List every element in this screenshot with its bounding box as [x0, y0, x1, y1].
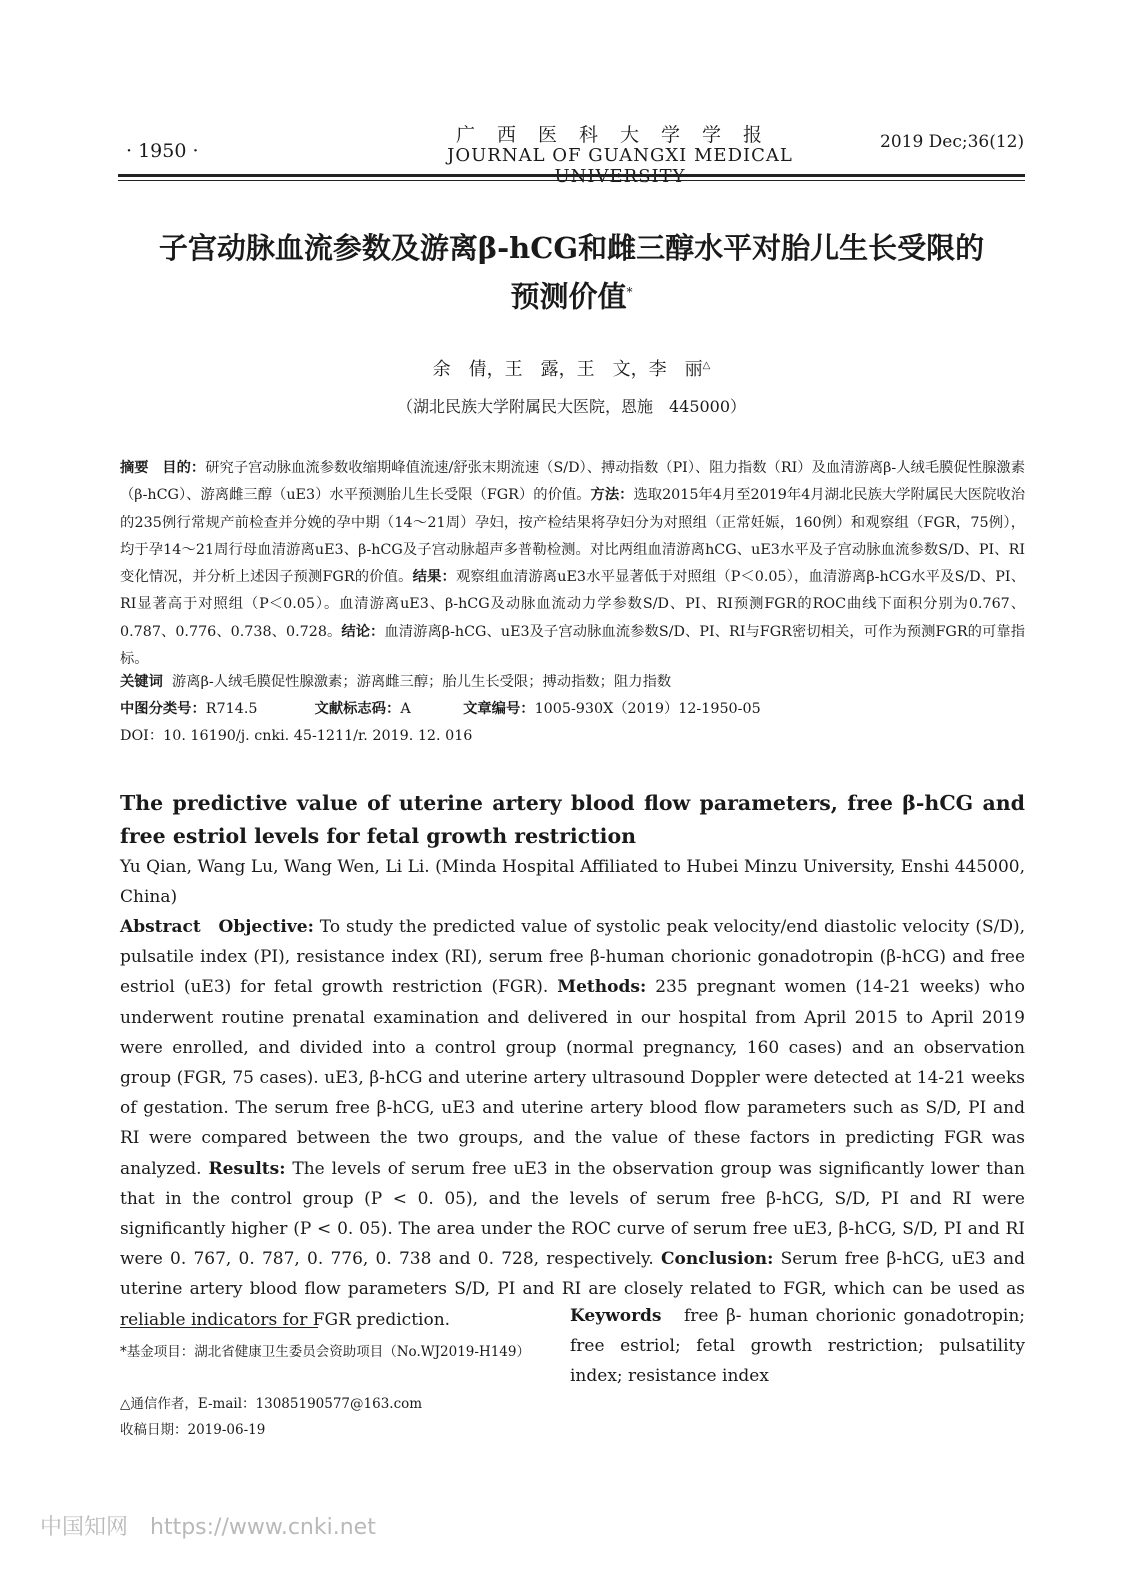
footnote-received: 收稿日期：2019-06-19 [120, 1422, 266, 1438]
journal-title-en: JOURNAL OF GUANGXI MEDICAL UNIVERSITY [447, 145, 793, 187]
keywords-en: Keywords free β- human chorionic gonadotropin; free estriol; fetal growth restriction; pulsatility index; resistance index [570, 1306, 1025, 1386]
results-cn-label: 结果： [412, 569, 457, 586]
title-cn-line2: 预测价值* [510, 279, 633, 314]
header-rule-thin [118, 180, 1025, 181]
methods-en: 235 pregnant women (14-21 weeks) who underwent routine prenatal examination and delivered in our hospital from April 2015 to April 2019 were enrolled, and divided into a control group (normal pregnancy, 160 cases) and an observation group (FGR, 75 cases). uE3, β-hCG and uterine artery ultrasound Doppler were detected at 14-21 weeks of gestation. The serum free β-hCG, uE3 and uterine artery blood flow parameters such as S/D, PI and RI were compared between the two groups, and the value of these factors in predicting FGR was analyzed. [120, 977, 1026, 1179]
journal-title-cn: 广西医科大学学报 [455, 124, 784, 146]
conclusion-cn-label: 结论： [341, 623, 385, 640]
results-cn: 观察组血清游离uE3水平显著低于对照组（P＜0.05），血清游离β-hCG水平及S/D、PI、RI显著高于对照组（P＜0.05）。血清游离uE3、β-hCG及动脉血流动力学参数S/D、PI、RI预测FGR的ROC曲线下面积分别为0.767、0.787、0.776、0.738、0.728。 [120, 569, 1026, 640]
abstract-en [120, 912, 1025, 1335]
title-cn-line1: 子宫动脉血流参数及游离β-hCG和雌三醇水平对胎儿生长受限的 [158, 231, 985, 265]
abstract-en-label: Abstract [120, 917, 201, 937]
conclusion-en: Serum free β-hCG, uE3 and uterine artery blood flow parameters S/D, PI and RI are closely related to FGR, which can be used as reliable indicators for FGR prediction. [120, 1249, 1026, 1330]
corresponding-mark: △ [702, 360, 711, 371]
header-rule-thick [118, 174, 1025, 177]
results-en: The levels of serum free uE3 in the observation group was significantly lower than that in the control group (P < 0. 05), and the levels of serum free β-hCG, S/D, PI and RI were significantly higher (P < 0. 05). The area under the ROC curve of serum free uE3, β-hCG, S/D, PI and RI were 0. 767, 0. 787, 0. 776, 0. 738 and 0. 728, respectively. [120, 1158, 1026, 1270]
abstract-cn-label: 摘要 [120, 460, 149, 476]
classification-line: 中图分类号：R714.5 文献标志码：A 文章编号：1005-930X（2019）12-1950-05 [120, 701, 761, 717]
footnote-corresponding: △通信作者，E-mail：13085190577@163.com [120, 1396, 423, 1412]
watermark-url: https://www.cnki.net [150, 1515, 376, 1540]
objective-cn: 研究子宫动脉血流参数收缩期峰值流速/舒张末期流速（S/D）、搏动指数（PI）、阻力指数（RI）及血清游离β-人绒毛膜促性腺激素（β-hCG）、游离雌三醇（uE3）水平预测胎儿生长受限（FGR）的价值。 [120, 460, 1026, 504]
doi: DOI：10. 16190/j. cnki. 45-1211/r. 2019. 12. 016 [120, 728, 473, 744]
article-title-en: The predictive value of uterine artery blood flow parameters, free β-hCG and free estriol levels for fetal growth restriction [120, 791, 1025, 848]
issue-info: 2019 Dec;36(12) [880, 132, 1025, 152]
methods-cn-label: 方法： [590, 487, 634, 504]
keywords-cn: 关键词 游离β-人绒毛膜促性腺激素；游离雌三醇；胎儿生长受限；搏动指数；阻力指数 [120, 674, 672, 690]
article-title-cn [118, 226, 1025, 319]
cnki-watermark [40, 1510, 376, 1541]
page-number: · 1950 · [126, 140, 199, 162]
objective-cn-label: 目的： [162, 460, 206, 476]
abstract-cn [120, 455, 1025, 673]
conclusion-cn: 血清游离β-hCG、uE3及子宫动脉血流参数S/D、PI、RI与FGR密切相关，可作为预测FGR的可靠指标。 [120, 623, 1025, 668]
results-en-label: Results: [208, 1158, 286, 1179]
authors-cn: 余 倩，王 露，王 文，李 丽△ [432, 359, 711, 380]
objective-en-label: Objective: [218, 917, 314, 937]
methods-en-label: Methods: [557, 977, 647, 998]
footnote-rule [120, 1327, 318, 1328]
authors-en: Yu Qian, Wang Lu, Wang Wen, Li Li. (Minda Hospital Affiliated to Hubei Minzu University, Enshi 445000, China) [120, 857, 1025, 907]
affiliation-cn: （湖北民族大学附属民大医院，恩施 445000） [396, 397, 747, 416]
title-fund-mark: * [626, 285, 633, 299]
methods-cn: 选取2015年4月至2019年4月湖北民族大学附属民大医院收治的235例行常规产前检查并分娩的孕中期（14～21周）孕妇，按产检结果将孕妇分为对照组（正常妊娠，160例）和观察组（FGR，75例），均于孕14～21周行母血清游离uE3、β-hCG及子宫动脉超声多普勒检测。对比两组血清游离hCG、uE3水平及子宫动脉血流参数S/D、PI、RI变化情况，并分析上述因子预测FGR的价值。 [120, 487, 1026, 586]
objective-en: To study the predicted value of systolic peak velocity/end diastolic velocity (S/D), pulsatile index (PI), resistance index (RI), serum free β-human chorionic gonadotropin (β-hCG) and free estriol (uE3) for fetal growth restriction (FGR). [120, 917, 1025, 998]
watermark-brand: 中国知网 [40, 1515, 129, 1540]
conclusion-en-label: Conclusion: [661, 1249, 774, 1270]
footnote-fund: *基金项目：湖北省健康卫生委员会资助项目（No.WJ2019-H149） [120, 1344, 530, 1360]
